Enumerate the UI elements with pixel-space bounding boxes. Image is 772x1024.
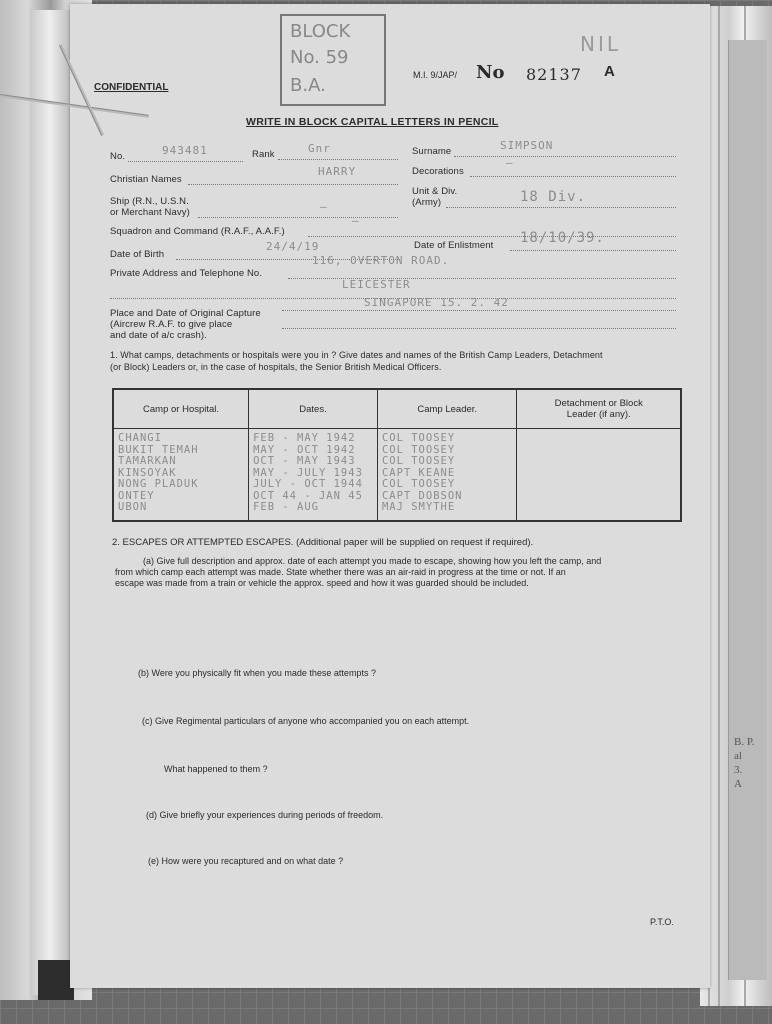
table-cell: FEB - MAY 1942 [253,432,356,444]
question-2c: (c) Give Regimental particulars of anyone who accompanied you on each attempt. [142,716,470,726]
series-letter: A [604,63,615,80]
question-2a: (a) Give full description and approx. date of each attempt you made to escape, showing how you left the camp, and from which camp each attempt was made. State whether there was an air-raid in progress at the time or not. If an escape was made from a train or vehicle the approx. speed and how it was guarded should be included. [115,556,602,588]
table-cell: COL TOOSEY [381,432,456,444]
table-cell: FEB - AUG [253,501,319,513]
detachment-header: Detachment or Block Leader (if any). [517,389,681,429]
unit-value: 18 Div. [520,189,587,205]
binder-spine [30,10,72,995]
decorations-value: — [506,156,514,169]
no-value: 943481 [162,144,208,157]
christian-names-value: HARRY [318,165,357,178]
table-row: UBON [118,501,148,513]
table-cell: CAPT DOBSON [381,489,463,502]
table-row: BUKIT TEMAH [118,443,199,456]
ship-label: Ship (R.N., U.S.N. [110,196,189,207]
binder-tab [38,960,74,1000]
date-of-birth-value: 24/4/19 [266,240,320,253]
table-cell: MAY - JULY 1943 [253,466,363,479]
stamp-line-3: B.A. [290,75,326,96]
rank-label: Rank [252,149,275,160]
question-1-line-2: (or Block) Leaders or, in the case of hospitals, the Senior British Medical Officers. [110,362,442,372]
camp-column [113,429,249,522]
ship-label-2: or Merchant Navy) [110,207,190,218]
table-cell: MAJ SMYTHE [381,501,456,513]
table-row: TAMARKAN [118,455,177,467]
handwritten-note: NIL [580,32,622,56]
dates-column [249,429,378,522]
surname-value: SIMPSON [500,139,554,152]
camp-header: Camp or Hospital. [113,389,249,429]
unit-label: Unit & Div. [412,186,458,197]
block-stamp [280,14,386,106]
address-value-line2: LEICESTER [342,278,411,291]
address-label: Private Address and Telephone No. [110,268,263,279]
camps-table [112,388,682,522]
table-row: NONG PLADUK [118,478,199,490]
squadron-label: Squadron and Command (R.A.F., A.A.F.) [110,226,285,237]
form-reference: M.I. 9/JAP/ [413,70,458,80]
table-cell: COL TOOSEY [381,443,456,456]
table-cell: JULY - OCT 1944 [253,478,363,490]
decorations-label: Decorations [412,166,464,177]
enlistment-label: Date of Enlistment [414,240,494,251]
rank-value: Gnr [308,142,331,155]
number-symbol: No [476,62,505,83]
table-cell: COL TOOSEY [381,455,456,467]
christian-names-label: Christian Names [110,174,182,185]
question-1-line-1: 1. What camps, detachments or hospitals were you in ? Give dates and names of the British Camp Leaders, Detachment [110,350,603,360]
surname-label: Surname [412,146,452,157]
question-2e: (e) How were you recaptured and on what date ? [148,856,344,866]
table-cell: OCT - MAY 1943 [253,455,356,467]
date-of-birth-label: Date of Birth [110,249,165,260]
address-value-line1: 116, OVERTON ROAD. [312,254,450,267]
capture-value: SINGAPORE 15. 2. 42 [364,296,509,309]
question-2d: (d) Give briefly your experiences during periods of freedom. [146,810,384,820]
table-cell: OCT 44 - JAN 45 [253,489,363,502]
leader-column [377,429,517,522]
enlistment-value: 18/10/39. [520,230,605,246]
question-2b: (b) Were you physically fit when you made these attempts ? [138,668,376,678]
please-turn-over: P.T.O. [650,917,674,927]
underlying-page [728,40,767,980]
section-2-heading: 2. ESCAPES OR ATTEMPTED ESCAPES. (Additional paper will be supplied on request if required). [112,537,534,548]
capture-label-3: and date of a/c crash). [110,330,207,341]
dates-header: Dates. [249,389,378,429]
table-row: KINSOYAK [118,466,177,479]
squadron-value: — [352,214,360,227]
capture-label: Place and Date of Original Capture [110,308,261,319]
table-cell: CAPT KEANE [381,466,456,479]
serial-number: 82137 [526,65,582,84]
no-label: No. [110,151,126,162]
detachment-column [517,429,681,522]
table-row: CHANGI [118,432,162,444]
question-2c-followup: What happened to them ? [164,764,268,774]
form-page [70,4,710,988]
stamp-line-2: No. 59 [290,47,349,68]
capture-label-2: (Aircrew R.A.F. to give place [110,319,233,330]
leader-header: Camp Leader. [377,389,517,429]
unit-label-2: (Army) [412,197,442,208]
table-row: ONTEY [118,489,155,502]
ship-value: — [320,200,328,213]
instruction-title: WRITE IN BLOCK CAPITAL LETTERS IN PENCIL [246,116,499,128]
stamp-line-1: BLOCK [290,21,351,42]
confidential-label: CONFIDENTIAL [94,82,169,93]
underlying-page-text: B. P. al 3. A [734,736,755,790]
table-cell: MAY - OCT 1942 [253,443,356,456]
table-cell: COL TOOSEY [381,478,456,490]
